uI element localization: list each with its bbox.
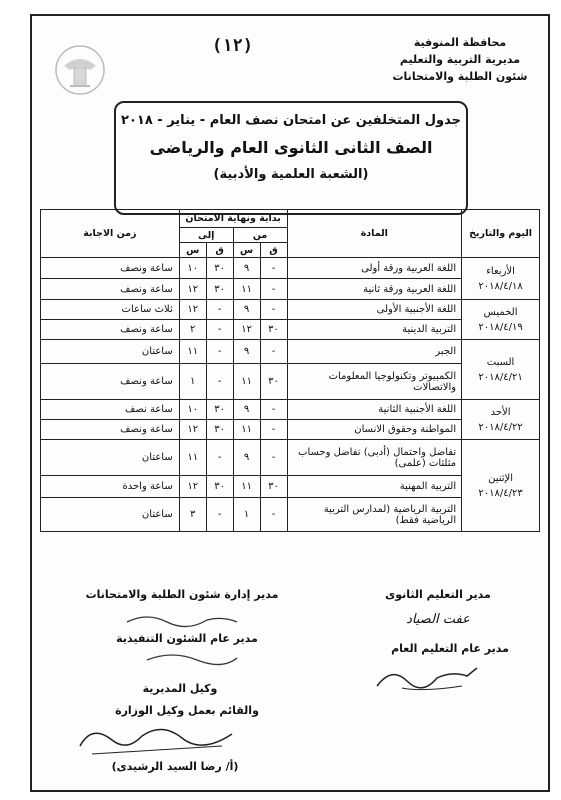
table-row — [41, 400, 540, 420]
day-cell: الإثنين ٢٠١٨/٤/٢٣ — [462, 440, 540, 532]
duration-cell: ساعة نصف — [41, 400, 180, 420]
signature-scribble-icon — [122, 608, 242, 632]
subject-cell: اللغة الأجنبية الثانية — [287, 400, 462, 420]
to-s-cell: ٢ — [179, 320, 206, 340]
from-s-cell: ٩ — [233, 258, 260, 279]
from-s-cell: ٩ — [233, 340, 260, 364]
header-time-range: بداية ونهاية الامتحان — [179, 210, 287, 228]
header-to-s: س — [179, 243, 206, 258]
sig-student-affairs-title: مدير إدارة شئون الطلبة والامتحانات — [85, 588, 279, 601]
to-q-cell: - — [206, 364, 233, 400]
from-q-cell: ٣٠ — [260, 476, 287, 498]
day-cell: الأربعاء ٢٠١٨/٤/١٨ — [462, 258, 540, 300]
from-s-cell: ٩ — [233, 300, 260, 320]
to-s-cell: ١٢ — [179, 476, 206, 498]
to-s-cell: ١٢ — [179, 420, 206, 440]
subject-cell: المواطنة وحقوق الانسان — [287, 420, 462, 440]
signature-scribble-icon — [72, 716, 242, 760]
from-s-cell: ١ — [233, 498, 260, 532]
subject-cell: الكمبيوتر وتكنولوجيا المعلومات والاتصالات — [287, 364, 462, 400]
header-from-s: س — [233, 243, 260, 258]
header-from-q: ق — [260, 243, 287, 258]
table-row — [41, 258, 540, 279]
org-department: شئون الطلبة والامتحانات — [392, 70, 528, 83]
duration-cell: ساعتان — [41, 498, 180, 532]
sig-secondary-title: مدير التعليم الثانوى — [385, 588, 491, 601]
duration-cell: ساعة ونصف — [41, 364, 180, 400]
sig-deputy-name: (أ/ رضا السيد الرشيدى) — [111, 760, 239, 773]
from-s-cell: ١١ — [233, 476, 260, 498]
duration-cell: ساعتان — [41, 340, 180, 364]
header-to-q: ق — [206, 243, 233, 258]
subject-cell: تفاضل واحتمال (أدبى) تفاضل وحساب مثلثات (علمى) — [287, 440, 462, 476]
signature-scribble-icon — [142, 648, 242, 668]
to-q-cell: - — [206, 340, 233, 364]
signature-scribble-icon — [372, 656, 482, 696]
title-box — [114, 101, 468, 215]
header-from: من — [233, 228, 287, 243]
table-row — [41, 440, 540, 476]
duration-cell: ساعتان — [41, 440, 180, 476]
from-q-cell: - — [260, 258, 287, 279]
to-q-cell: ٣٠ — [206, 420, 233, 440]
from-q-cell: - — [260, 300, 287, 320]
from-q-cell: - — [260, 498, 287, 532]
to-s-cell: ١٠ — [179, 258, 206, 279]
header-day: اليوم والتاريخ — [462, 210, 540, 258]
from-q-cell: ٣٠ — [260, 364, 287, 400]
from-q-cell: - — [260, 279, 287, 300]
from-s-cell: ١١ — [233, 279, 260, 300]
to-s-cell: ١١ — [179, 340, 206, 364]
duration-cell: ساعة ونصف — [41, 420, 180, 440]
header-subject: المادة — [287, 210, 462, 258]
duration-cell: ثلاث ساعات — [41, 300, 180, 320]
subject-cell: اللغة العربية ورقة ثانية — [287, 279, 462, 300]
duration-cell: ساعة ونصف — [41, 320, 180, 340]
from-s-cell: ٩ — [233, 440, 260, 476]
to-q-cell: ٣٠ — [206, 476, 233, 498]
to-q-cell: - — [206, 300, 233, 320]
to-s-cell: ١٠ — [179, 400, 206, 420]
day-cell: السبت ٢٠١٨/٤/٢١ — [462, 340, 540, 400]
to-s-cell: ١٢ — [179, 300, 206, 320]
subject-cell: التربية الرياضية (لمدارس التربية الرياضية فقط) — [287, 498, 462, 532]
eagle-emblem-icon — [50, 40, 110, 100]
from-q-cell: ٣٠ — [260, 320, 287, 340]
from-q-cell: - — [260, 440, 287, 476]
page-number: (١٢) — [212, 36, 253, 56]
day-cell: الخميس ٢٠١٨/٤/١٩ — [462, 300, 540, 340]
sig-executive-affairs-title: مدير عام الشئون التنفيذية — [116, 632, 258, 645]
to-q-cell: ٣٠ — [206, 400, 233, 420]
to-s-cell: ١١ — [179, 440, 206, 476]
to-s-cell: ١ — [179, 364, 206, 400]
org-governorate: محافظة المنوفية — [413, 36, 507, 49]
subject-cell: التربية المهنية — [287, 476, 462, 498]
document-page — [30, 14, 550, 792]
sig-secondary-name: عفت الصياد — [406, 612, 470, 627]
table-row — [41, 340, 540, 364]
subject-cell: اللغة الأجنبية الأولى — [287, 300, 462, 320]
title-line-3: (الشعبة العلمية والأدبية) — [213, 167, 369, 182]
duration-cell: ساعة واحدة — [41, 476, 180, 498]
exam-schedule-table — [40, 209, 540, 532]
sig-deputy-title: وكيل المديرية — [142, 682, 218, 695]
to-q-cell: - — [206, 498, 233, 532]
subject-cell: الجبر — [287, 340, 462, 364]
day-cell: الأحد ٢٠١٨/٤/٢٢ — [462, 400, 540, 440]
org-directorate: مديرية التربية والتعليم — [399, 53, 521, 66]
from-s-cell: ١١ — [233, 420, 260, 440]
title-line-1: جدول المتخلفين عن امتحان نصف العام - يناير - ٢٠١٨ — [121, 113, 461, 128]
to-q-cell: - — [206, 320, 233, 340]
title-line-2: الصف الثانى الثانوى العام والرياضى — [149, 138, 433, 157]
to-s-cell: ٣ — [179, 498, 206, 532]
subject-cell: التربية الدينية — [287, 320, 462, 340]
duration-cell: ساعة ونصف — [41, 279, 180, 300]
from-s-cell: ١١ — [233, 364, 260, 400]
from-s-cell: ٩ — [233, 400, 260, 420]
header-duration: زمن الاجابة — [41, 210, 180, 258]
to-q-cell: - — [206, 440, 233, 476]
duration-cell: ساعة ونصف — [41, 258, 180, 279]
sig-general-education-title: مدير عام التعليم العام — [391, 642, 509, 655]
from-q-cell: - — [260, 400, 287, 420]
table-row — [41, 300, 540, 320]
to-q-cell: ٣٠ — [206, 279, 233, 300]
from-q-cell: - — [260, 420, 287, 440]
to-s-cell: ١٢ — [179, 279, 206, 300]
from-q-cell: - — [260, 340, 287, 364]
from-s-cell: ١٢ — [233, 320, 260, 340]
header-to: إلى — [179, 228, 233, 243]
org-header — [390, 34, 530, 85]
sig-deputy-subtitle: والقائم بعمل وكيل الوزارة — [115, 704, 259, 717]
to-q-cell: ٣٠ — [206, 258, 233, 279]
subject-cell: اللغة العربية ورقة أولى — [287, 258, 462, 279]
